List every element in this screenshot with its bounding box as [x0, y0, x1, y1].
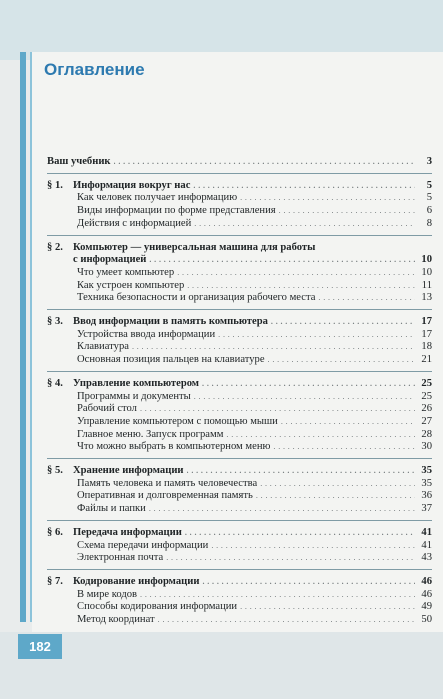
toc-title: Управление компьютером с помощью мыши [77, 415, 278, 427]
toc-title: Ваш учебник [47, 156, 111, 167]
toc-page-number: 26 [421, 403, 432, 415]
top-band [0, 0, 443, 60]
dot-leader [260, 478, 415, 491]
section-divider [47, 458, 432, 459]
toc-entry[interactable] [47, 254, 432, 267]
toc-title: Как человек получает информацию [77, 192, 238, 204]
toc-title: Метод координат [77, 614, 155, 626]
dot-leader [140, 403, 415, 416]
toc-section[interactable] [47, 180, 432, 193]
section-divider [47, 569, 432, 570]
toc-page-number: 50 [421, 614, 432, 626]
page-number: 182 [18, 634, 62, 659]
toc-entry[interactable] [47, 589, 432, 602]
toc-entry[interactable] [47, 354, 432, 367]
toc-page-number: 25 [421, 390, 432, 402]
footer-band [0, 632, 443, 699]
toc-entry[interactable] [47, 416, 432, 429]
toc-title: Память человека и память человечества [77, 477, 258, 489]
toc-title: с информацией [73, 254, 147, 266]
table-of-contents [47, 156, 432, 627]
toc-page-number: 6 [426, 205, 432, 217]
section-divider [47, 235, 432, 236]
dot-leader [177, 267, 415, 280]
section-divider [47, 309, 432, 310]
section-number: § 2. [47, 241, 63, 253]
dot-leader [132, 341, 415, 354]
toc-title: Способы кодирования информации [77, 601, 238, 613]
toc-page-number: 36 [421, 490, 432, 502]
toc-entry[interactable] [47, 490, 432, 503]
section-divider [47, 173, 432, 174]
toc-title: Оперативная и долговременная память [77, 490, 253, 502]
toc-entry[interactable] [47, 267, 432, 280]
toc-section[interactable] [47, 576, 432, 589]
toc-entry[interactable] [47, 218, 432, 231]
toc-page-number: 46 [421, 575, 432, 587]
toc-section[interactable] [47, 465, 432, 478]
toc-title: Хранение информации [73, 465, 184, 477]
section-number: § 4. [47, 377, 63, 389]
left-accent-line [30, 52, 32, 622]
toc-page-number: 25 [421, 377, 432, 389]
toc-page-number: 10 [421, 266, 432, 278]
toc-page-number: 17 [421, 316, 432, 328]
section-divider [47, 371, 432, 372]
toc-title: Передача информации [73, 526, 182, 538]
left-accent-bar [20, 52, 26, 622]
toc-section[interactable] [47, 242, 432, 255]
section-number: § 3. [47, 316, 63, 328]
toc-page-number: 10 [421, 254, 432, 266]
toc-title: Компьютер — универсальная машина для работы [73, 241, 316, 253]
toc-entry[interactable] [47, 478, 432, 491]
toc-title: Электронная почта [77, 552, 164, 564]
toc-title: Как устроен компьютер [77, 279, 185, 291]
toc-title: В мире кодов [77, 588, 138, 600]
toc-page-number: 30 [421, 441, 432, 453]
dot-leader [218, 329, 415, 342]
toc-entry[interactable] [47, 280, 432, 293]
toc-entry[interactable] [47, 192, 432, 205]
toc-page-number: 37 [421, 503, 432, 515]
toc-entry[interactable] [47, 205, 432, 218]
toc-page-number: 35 [421, 477, 432, 489]
section-number: § 5. [47, 465, 63, 477]
toc-entry[interactable] [47, 156, 432, 169]
dot-leader [187, 280, 415, 293]
toc-entry[interactable] [47, 540, 432, 553]
toc-entry[interactable] [47, 429, 432, 442]
toc-title: Что умеет компьютер [77, 266, 175, 278]
dot-leader [240, 601, 415, 614]
dot-leader [166, 552, 415, 565]
toc-page-number: 17 [421, 328, 432, 340]
toc-title: Устройства ввода информации [77, 328, 216, 340]
toc-title: Основная позиция пальцев на клавиатуре [77, 354, 265, 366]
dot-leader [211, 540, 415, 553]
toc-page-number: 41 [421, 526, 432, 538]
toc-entry[interactable] [47, 441, 432, 454]
dot-leader [185, 527, 415, 540]
toc-entry[interactable] [47, 503, 432, 516]
dot-leader [149, 254, 415, 267]
toc-title: Файлы и папки [77, 503, 146, 515]
toc-page-number: 8 [426, 217, 432, 229]
toc-title: Ввод информации в память компьютера [73, 316, 268, 328]
toc-entry[interactable] [47, 292, 432, 305]
toc-page-number: 11 [421, 279, 432, 291]
dot-leader [158, 614, 415, 627]
section-number: § 7. [47, 575, 63, 587]
dot-leader [256, 490, 415, 503]
dot-leader [226, 429, 415, 442]
toc-title: Техника безопасности и организация рабочего места [77, 292, 316, 304]
dot-leader [140, 589, 415, 602]
dot-leader [268, 354, 415, 367]
section-number: § 6. [47, 526, 63, 538]
section-number: § 1. [47, 179, 63, 191]
toc-page-number: 5 [426, 179, 432, 191]
toc-section[interactable] [47, 527, 432, 540]
toc-title: Главное меню. Запуск программ [77, 428, 224, 440]
toc-page-number: 5 [426, 192, 432, 204]
toc-page-number: 3 [426, 156, 432, 167]
dot-leader [114, 156, 415, 169]
toc-page-number: 35 [421, 465, 432, 477]
toc-page-number: 41 [421, 539, 432, 551]
toc-entry[interactable] [47, 614, 432, 627]
dot-leader [281, 416, 415, 429]
dot-leader [271, 316, 415, 329]
dot-leader [240, 192, 415, 205]
dot-leader [187, 465, 415, 478]
dot-leader [318, 292, 415, 305]
toc-page-number: 18 [421, 341, 432, 353]
dot-leader [149, 503, 415, 516]
toc-section[interactable] [47, 316, 432, 329]
toc-section[interactable] [47, 378, 432, 391]
toc-page-number: 21 [421, 354, 432, 366]
toc-title: Кодирование информации [73, 575, 200, 587]
toc-title: Действия с информацией [77, 217, 192, 229]
toc-title: Программы и документы [77, 390, 191, 402]
dot-leader [193, 180, 415, 193]
dot-leader [194, 391, 415, 404]
toc-title: Рабочий стол [77, 403, 137, 415]
toc-entry[interactable] [47, 403, 432, 416]
dot-leader [202, 378, 415, 391]
toc-page-number: 13 [421, 292, 432, 304]
toc-title: Управление компьютером [73, 377, 200, 389]
dot-leader [202, 576, 415, 589]
toc-page-number: 49 [421, 601, 432, 613]
dot-leader [273, 441, 415, 454]
toc-title: Схема передачи информации [77, 539, 209, 551]
toc-page-number: 28 [421, 428, 432, 440]
dot-leader [279, 205, 415, 218]
toc-entry[interactable] [47, 391, 432, 404]
toc-page-number: 27 [421, 415, 432, 427]
section-divider [47, 520, 432, 521]
toc-title: Клавиатура [77, 341, 129, 353]
toc-title: Информация вокруг нас [73, 179, 191, 191]
toc-title: Виды информации по форме представления [77, 205, 276, 217]
toc-entry[interactable] [47, 341, 432, 354]
toc-entry[interactable] [47, 552, 432, 565]
toc-page-number: 46 [421, 588, 432, 600]
page-title: Оглавление [44, 60, 145, 79]
toc-page-number: 43 [421, 552, 432, 564]
toc-title: Что можно выбрать в компьютерном меню [77, 441, 271, 453]
dot-leader [194, 218, 415, 231]
toc-entry[interactable] [47, 329, 432, 342]
toc-entry[interactable] [47, 601, 432, 614]
